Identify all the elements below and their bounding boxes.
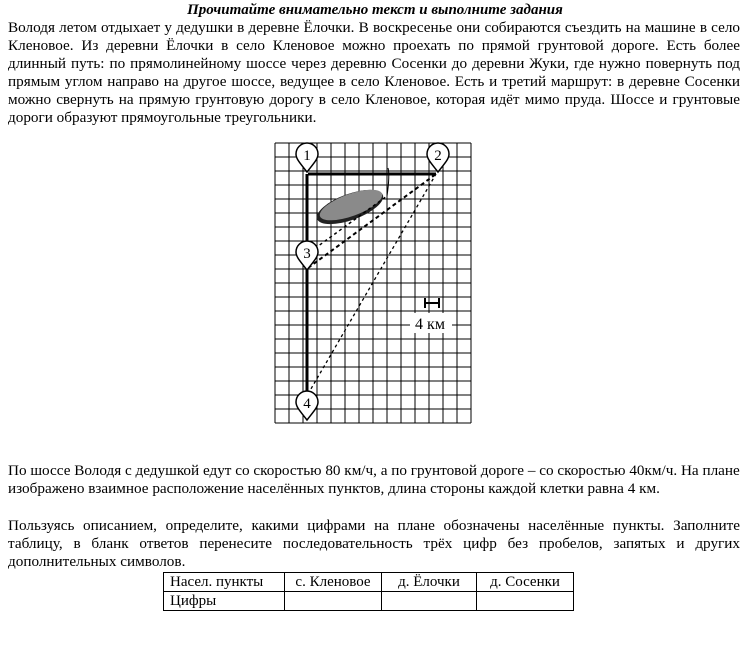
header-cell-settlements: Насел. пункты — [164, 573, 285, 592]
answer-cell-yolochki[interactable] — [382, 592, 477, 611]
intro-paragraph: Володя летом отдыхает у дедушки в деревне Ёлочки. В воскресенье они собираются съездить на машине в село Кленовое. Из деревни Ёлочки в село Кленовое можно проехать по прямой грунтовой дороге. Есть более длинный путь: по прямолинейному шоссе через деревню Сосенки до деревни Жуки, где нужно повернуть под прямым углом направо на другое шоссе, ведущее в село Кленовое. Есть и третий маршрут: в деревне Сосенки можно свернуть на прямую грунтовую дорогу в село Кленовое, которая идёт мимо пруда. Шоссе и грунтовые дороги образуют прямоугольные треугольники. — [8, 19, 740, 126]
scale-label: 4 км — [415, 316, 445, 333]
answer-cell-klenovoe[interactable] — [285, 592, 382, 611]
pond — [313, 183, 388, 231]
village-plan — [270, 140, 480, 430]
marker-2-label: 2 — [434, 148, 442, 164]
marker-1-label: 1 — [303, 148, 311, 164]
scale-bar — [410, 298, 452, 333]
header-cell-klenovoe: с. Кленовое — [285, 573, 382, 592]
header-cell-yolochki: д. Ёлочки — [382, 573, 477, 592]
marker-4 — [296, 391, 318, 420]
marker-4-label: 4 — [303, 396, 311, 412]
marker-1 — [296, 143, 318, 172]
page-title: Прочитайте внимательно текст и выполните задания — [187, 2, 563, 18]
answer-table-header-row — [164, 573, 574, 592]
answer-cell-sosenki[interactable] — [477, 592, 574, 611]
answer-table-digits-row — [164, 592, 574, 611]
header-cell-sosenki: д. Сосенки — [477, 573, 574, 592]
answer-table — [163, 572, 574, 611]
speeds-paragraph: По шоссе Володя с дедушкой едут со скоростью 80 км/ч, а по грунтовой дороге – со скоростью 40км/ч. На плане изображено взаимное расположение населённых пунктов, длина стороны каждой клетки равна 4 км. — [8, 462, 740, 497]
marker-3 — [296, 241, 318, 270]
task-paragraph: Пользуясь описанием, определите, какими цифрами на плане обозначены населённые пункты. Заполните таблицу, в бланк ответов перенесите последовательность трёх цифр без пробелов, запятых и других дополнительных символов. — [8, 517, 740, 570]
marker-3-label: 3 — [303, 246, 311, 262]
marker-2 — [427, 143, 449, 172]
row-label-digits: Цифры — [164, 592, 285, 611]
